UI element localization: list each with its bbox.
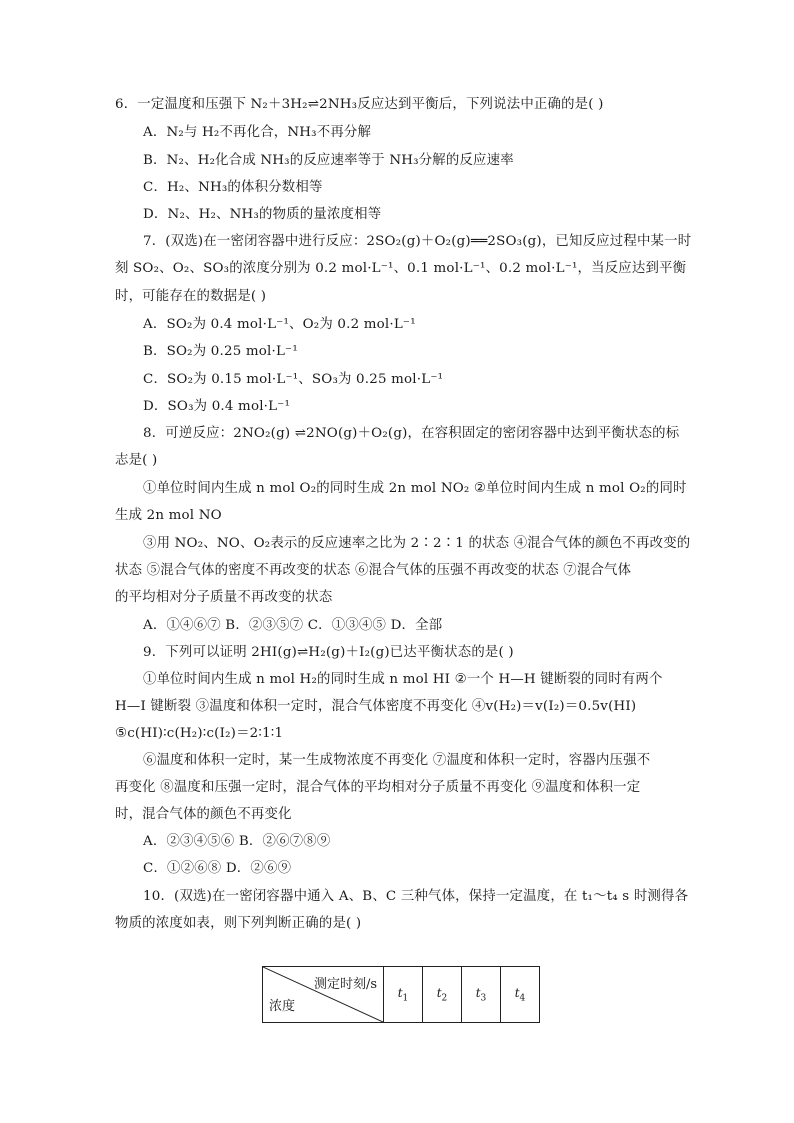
table-diagonal-header: [263, 967, 384, 1023]
q8-statement-line-5: 的平均相对分子质量不再改变的状态: [115, 590, 333, 605]
header-concentration-label: 浓度: [269, 999, 296, 1014]
q6-option-a: A．N₂与 H₂不再化合，NH₃不再分解: [143, 125, 372, 140]
q6-option-c: C．H₂、NH₃的体积分数相等: [143, 180, 323, 195]
table-header-row: [263, 967, 540, 1023]
q8-statement-line-1: ①单位时间内生成 n mol O₂的同时生成 2n mol NO₂ ②单位时间内生成 n mol O₂的同时: [143, 481, 687, 496]
q8-statement-line-2: 生成 2n mol NO: [115, 508, 222, 523]
q8-stem-line-2: 志是( ): [115, 453, 158, 468]
q9-options-line-1: A．②③④⑤⑥ B．②⑥⑦⑧⑨: [143, 834, 331, 849]
q8-statement-line-3: ③用 NO₂、NO、O₂表示的反应速率之比为 2∶2∶1 的状态 ④混合气体的颜色不再改变的: [143, 536, 691, 551]
q6-stem: 6．一定温度和压强下 N₂＋3H₂⇌2NH₃反应达到平衡后，下列说法中正确的是( ): [115, 97, 604, 112]
q9-stem: 9．下列可以证明 2HI(g)⇌H₂(g)＋I₂(g)已达平衡状态的是( ): [143, 645, 514, 660]
q9-statement-line-5: 再变化 ⑧温度和压强一定时，混合气体的平均相对分子质量不再变化 ⑨温度和体积一定: [115, 780, 641, 795]
q9-statement-line-3: ⑤c(HI)∶c(H₂)∶c(I₂)＝2∶1∶1: [115, 726, 284, 741]
q8-stem-line-1: 8．可逆反应：2NO₂(g) ⇌2NO(g)＋O₂(g)，在容积固定的密闭容器中达到平衡状态的标: [143, 426, 680, 441]
q10-stem-line-2: 物质的浓度如表，则下列判断正确的是( ): [115, 916, 362, 931]
column-t1: $t_1$: [384, 967, 423, 1023]
q9-statement-line-2: H—I 键断裂 ③温度和体积一定时，混合气体密度不再变化 ④v(H₂)＝v(I₂)＝0.5v(HI): [115, 699, 637, 714]
q6-option-b: B．N₂、H₂化合成 NH₃的反应速率等于 NH₃分解的反应速率: [143, 153, 514, 168]
q9-options-line-2: C．①②⑥⑧ D．②⑥⑨: [143, 861, 292, 876]
q9-statement-line-4: ⑥温度和体积一定时，某一生成物浓度不再变化 ⑦温度和体积一定时，容器内压强不: [143, 753, 651, 768]
q7-option-a: A．SO₂为 0.4 mol·L⁻¹、O₂为 0.2 mol·L⁻¹: [143, 317, 416, 332]
q6-option-d: D．N₂、H₂、NH₃的物质的量浓度相等: [143, 207, 382, 222]
q7-stem-line-1: 7．(双选)在一密闭容器中进行反应：2SO₂(g)＋O₂(g)══2SO₃(g)，已知反应过程中某一时: [143, 234, 692, 249]
concentration-table: [262, 966, 540, 1023]
q10-stem-line-1: 10．(双选)在一密闭容器中通入 A、B、C 三种气体，保持一定温度，在 t₁～t₄ s 时测得各: [143, 889, 689, 904]
q7-option-d: D．SO₃为 0.4 mol·L⁻¹: [143, 399, 291, 414]
q9-statement-line-6: 时，混合气体的颜色不再变化: [115, 807, 292, 822]
q9-statement-line-1: ①单位时间内生成 n mol H₂的同时生成 n mol HI ②一个 H—H 键断裂的同时有两个: [143, 672, 663, 687]
q7-stem-line-3: 时，可能存在的数据是( ): [115, 289, 267, 304]
q7-stem-line-2: 刻 SO₂、O₂、SO₃的浓度分别为 0.2 mol·L⁻¹、0.1 mol·L⁻¹、0.2 mol·L⁻¹，当反应达到平衡: [115, 261, 687, 276]
header-time-label: 测定时刻/s: [313, 977, 377, 992]
column-t4: $t_4$: [501, 967, 540, 1023]
q7-option-c: C．SO₂为 0.15 mol·L⁻¹、SO₃为 0.25 mol·L⁻¹: [143, 372, 444, 387]
q7-option-b: B．SO₂为 0.25 mol·L⁻¹: [143, 344, 298, 359]
column-t2: $t_2$: [423, 967, 462, 1023]
column-t3: $t_3$: [462, 967, 501, 1023]
q8-statement-line-4: 状态 ⑤混合气体的密度不再改变的状态 ⑥混合气体的压强不再改变的状态 ⑦混合气体: [115, 563, 632, 578]
q8-options: A．①④⑥⑦ B．②③⑤⑦ C．①③④⑤ D．全部: [143, 618, 443, 633]
